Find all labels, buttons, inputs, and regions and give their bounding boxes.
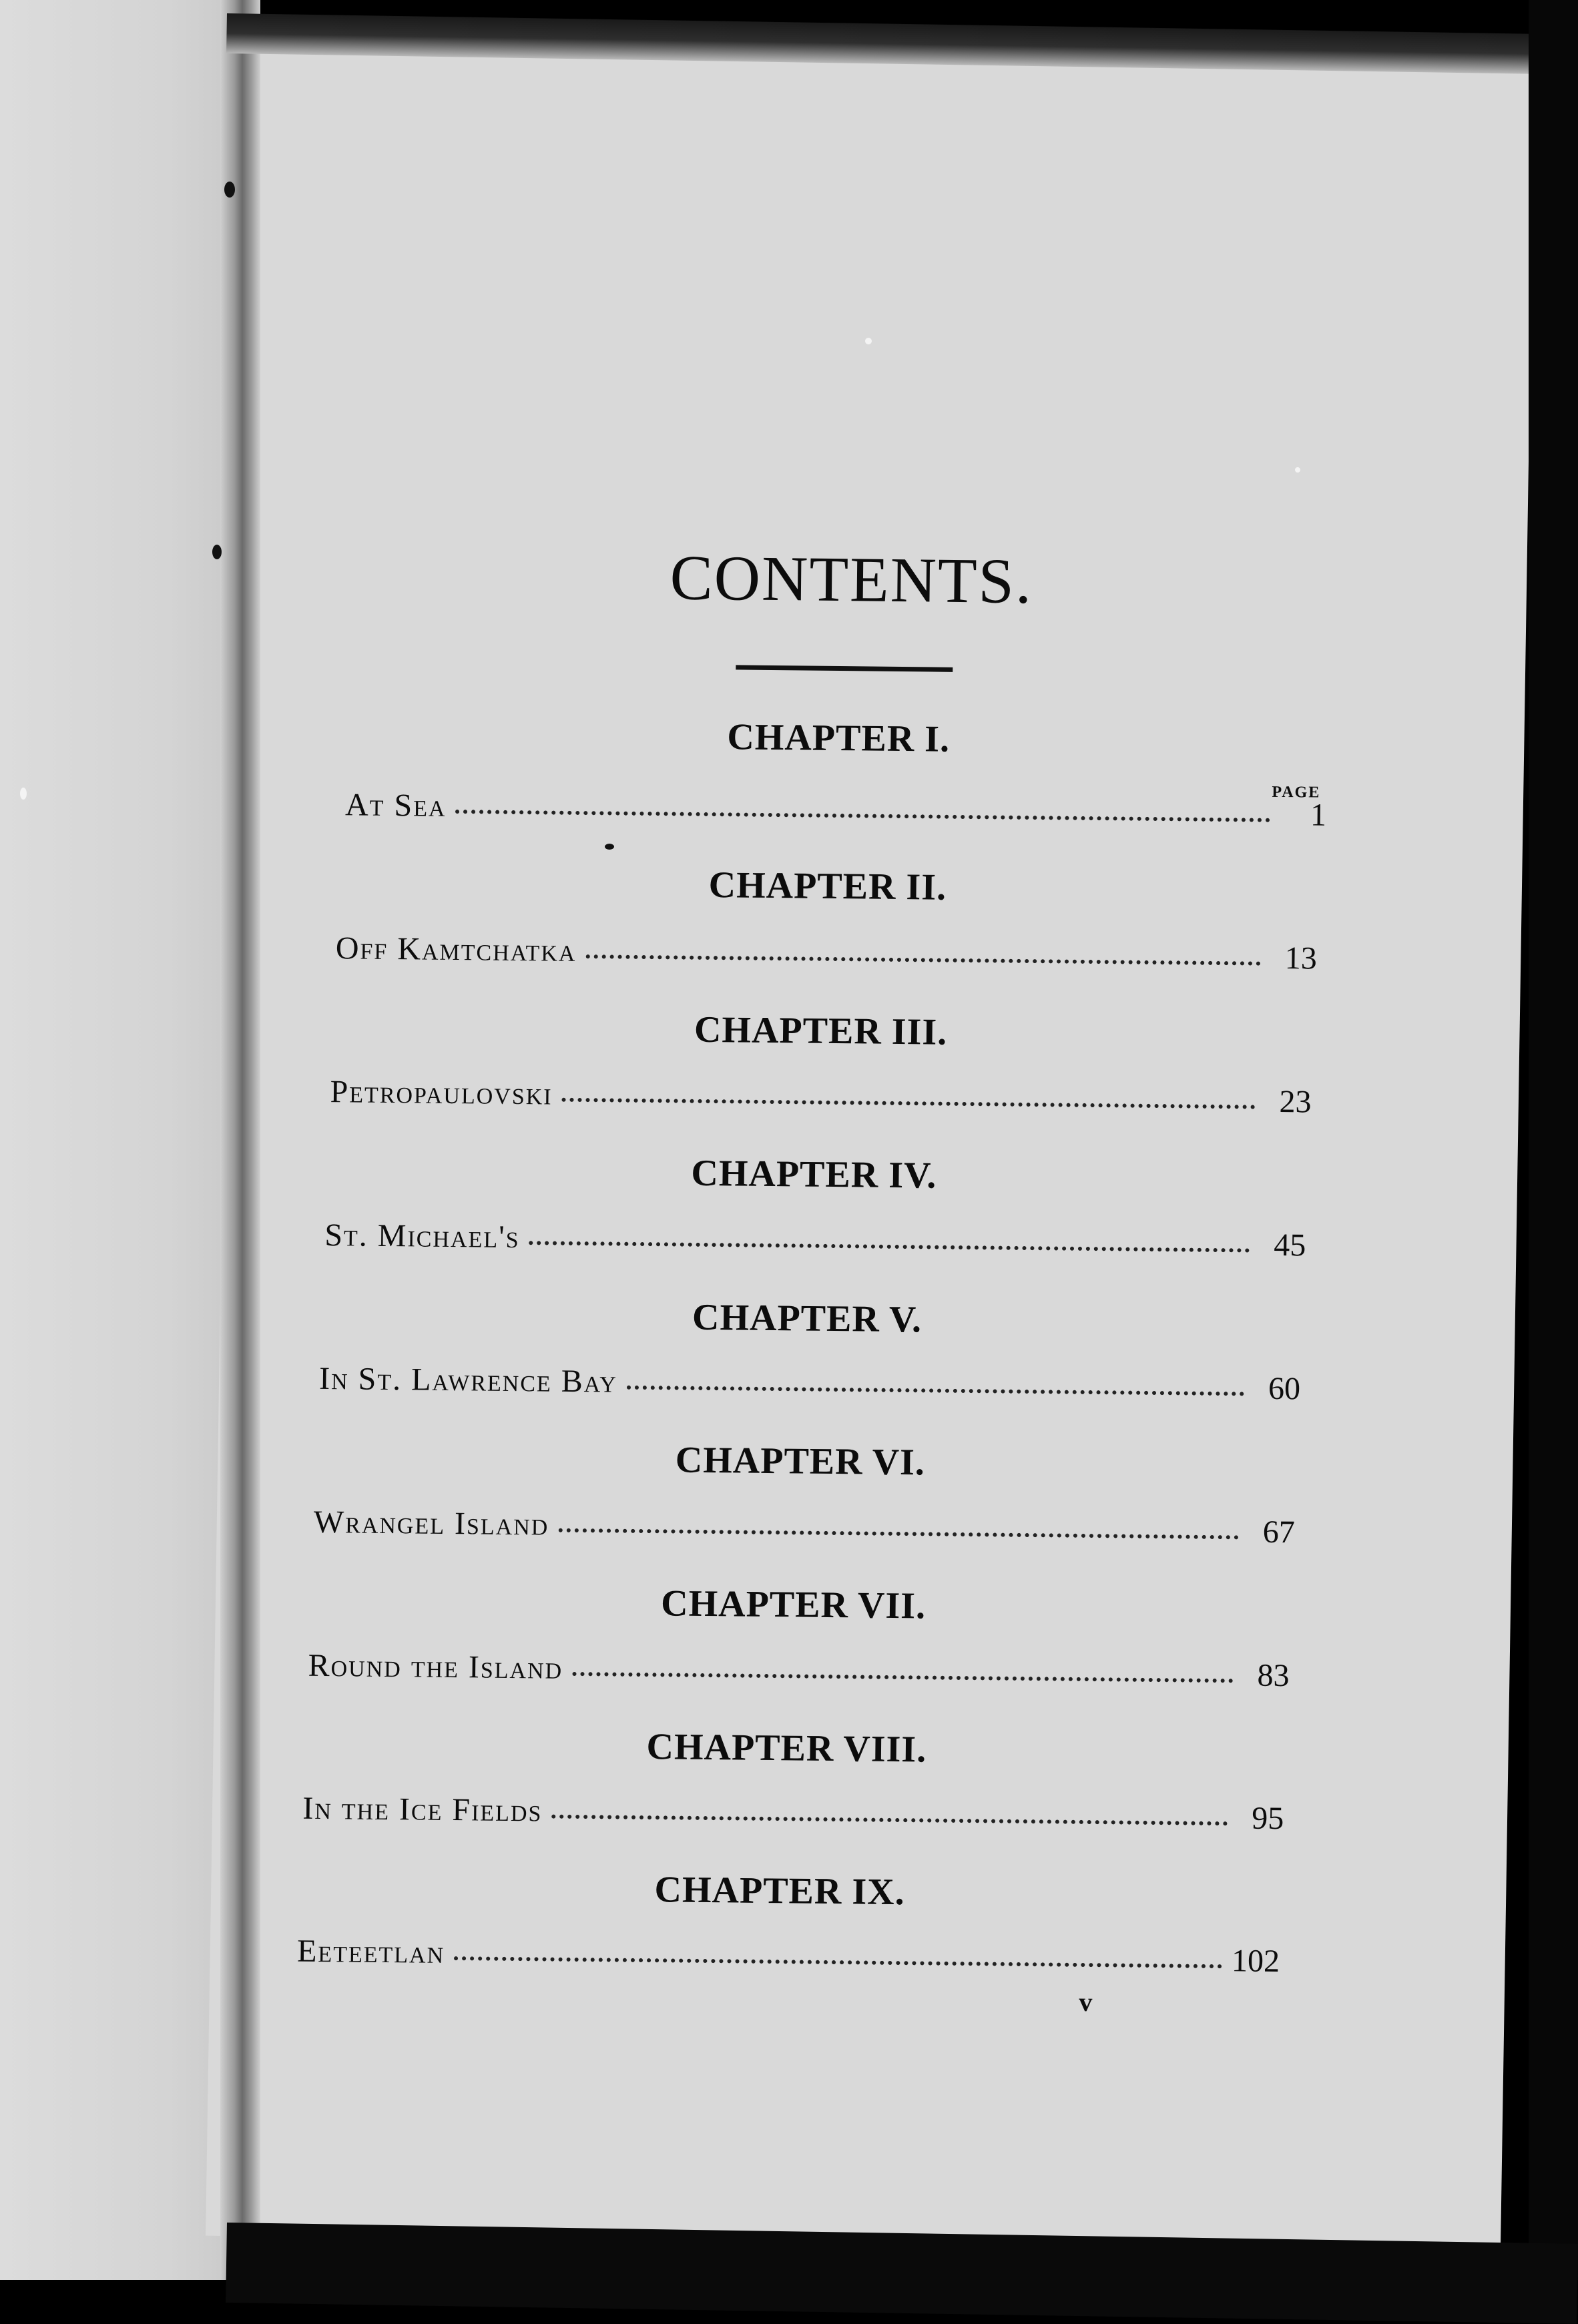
chapter-heading: CHAPTER III. [694, 1008, 948, 1053]
toc-entry [330, 1076, 1312, 1126]
entry-title: In St. Lawrence Bay [318, 1360, 618, 1400]
entry-title: Petropaulovski [330, 1074, 553, 1112]
chapter-heading: CHAPTER IX. [654, 1869, 905, 1914]
entry-page-number: 13 [1284, 940, 1318, 976]
chapter-heading: CHAPTER IV. [691, 1152, 937, 1197]
entry-page-number: 95 [1252, 1800, 1284, 1837]
entry-page-number: 67 [1262, 1514, 1296, 1550]
dot-leader [585, 954, 1260, 966]
toc-entry [308, 1647, 1290, 1700]
folio-number: v [1079, 1986, 1093, 2018]
dot-leader [551, 1815, 1228, 1826]
entry-title: Round the Island [308, 1647, 563, 1686]
chapter-heading: CHAPTER V. [692, 1296, 923, 1341]
toc-entry [318, 1360, 1301, 1413]
dot-leader [454, 1956, 1222, 1968]
dot-leader [455, 810, 1270, 822]
entry-page-number: 102 [1231, 1943, 1280, 1980]
entry-page-number: 83 [1257, 1657, 1290, 1694]
dot-leader [558, 1528, 1238, 1540]
dot-leader [572, 1672, 1233, 1683]
toc-entry [302, 1790, 1284, 1843]
entry-page-number: 1 [1310, 797, 1327, 833]
entry-page-number: 60 [1268, 1370, 1301, 1407]
chapter-heading: CHAPTER II. [708, 864, 947, 908]
entry-title: In the Ice Fields [302, 1790, 543, 1829]
dot-leader [529, 1241, 1250, 1252]
toc-entry [296, 1933, 1280, 1986]
chapter-heading: CHAPTER I. [727, 716, 951, 760]
chapter-heading: CHAPTER VI. [675, 1439, 926, 1484]
toc-entry [313, 1506, 1295, 1556]
toc-entry [324, 1219, 1306, 1269]
page-column-label: PAGE [1272, 783, 1321, 802]
chapter-heading: CHAPTER VIII. [646, 1726, 927, 1771]
page-title: CONTENTS. [670, 541, 1033, 617]
entry-title: Eeteetlan [296, 1933, 445, 1970]
entry-page-number: 45 [1274, 1227, 1306, 1263]
entry-title: St. Michael's [324, 1217, 521, 1255]
entry-title: Wrangel Island [313, 1504, 549, 1542]
entry-page-number: 23 [1279, 1083, 1312, 1120]
entry-title: Off Kamtchatka [335, 930, 577, 968]
title-rule [736, 665, 953, 671]
dot-leader [562, 1098, 1256, 1109]
entry-title: At Sea [344, 787, 447, 824]
toc-entry [336, 932, 1318, 982]
toc-entry [345, 789, 1327, 839]
dot-leader [627, 1386, 1244, 1396]
chapter-heading: CHAPTER VII. [660, 1582, 927, 1627]
